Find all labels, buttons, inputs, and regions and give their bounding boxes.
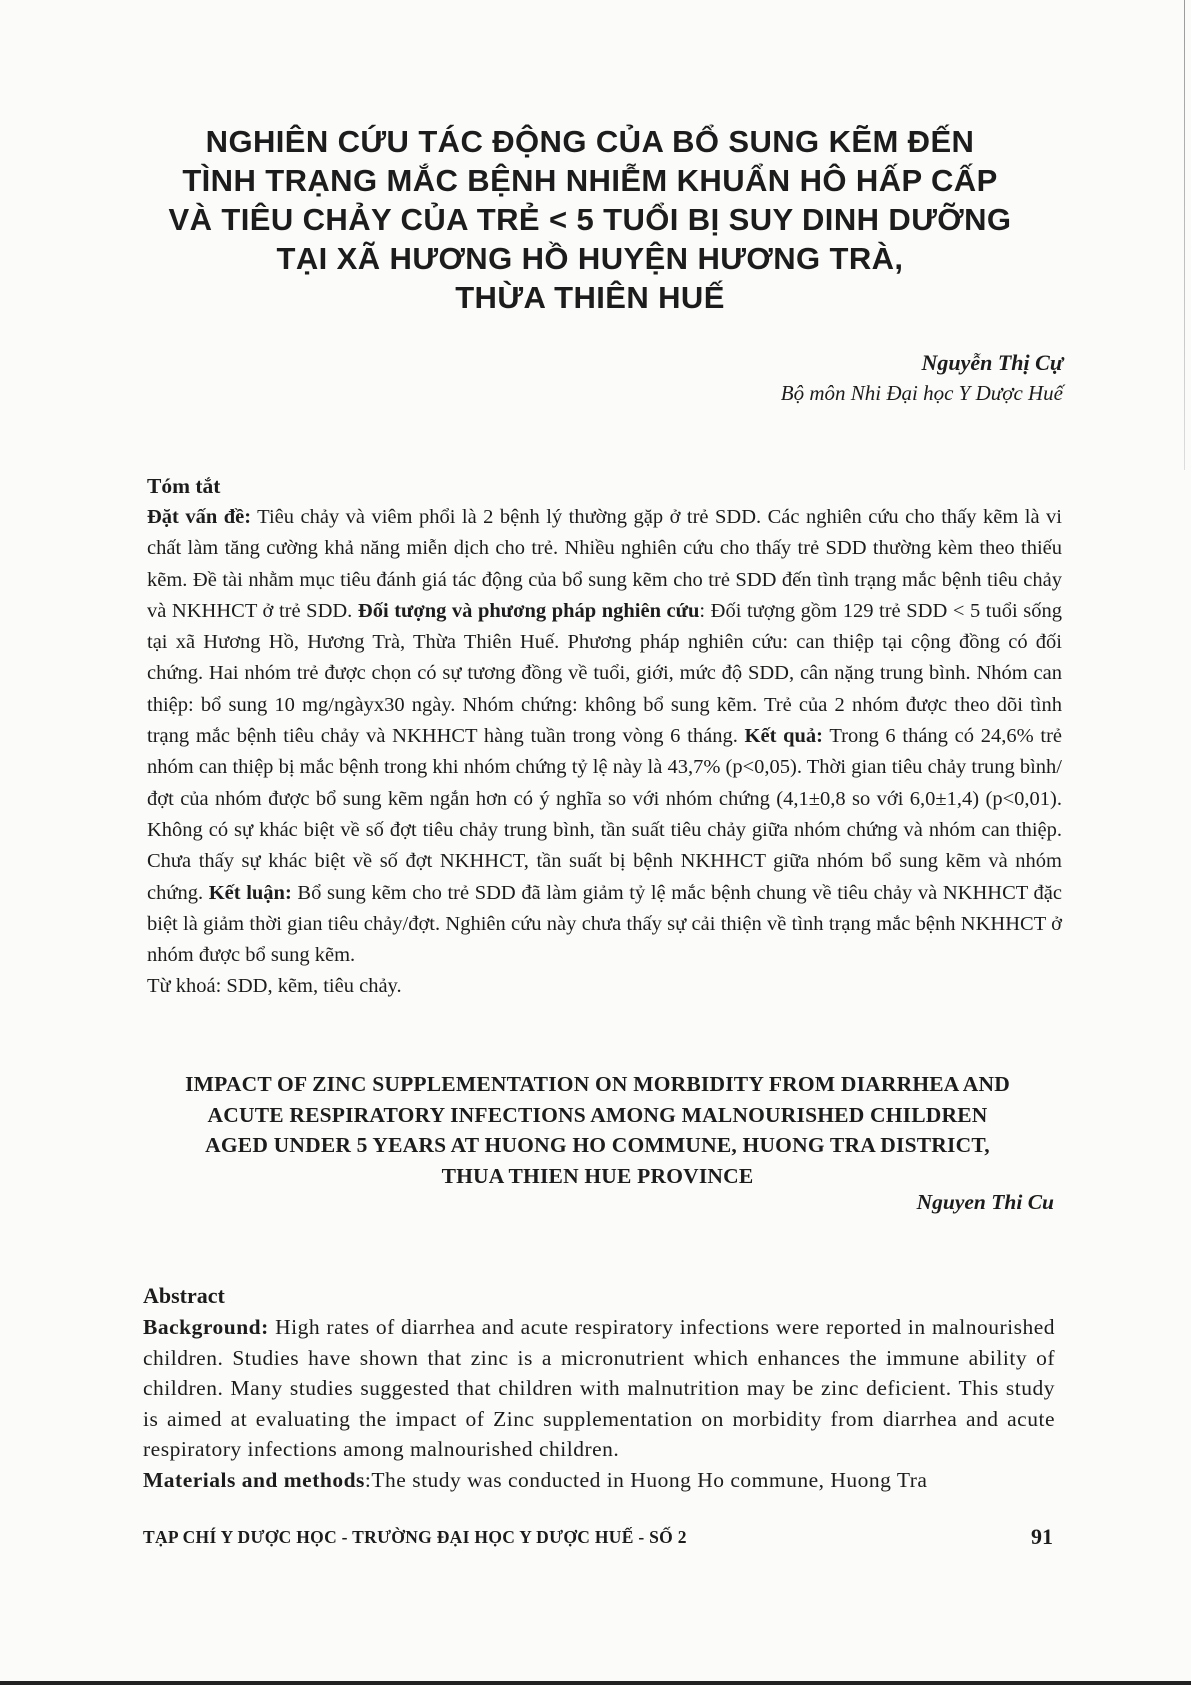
title-vietnamese <box>120 122 1060 317</box>
scan-bottom-border <box>0 1681 1191 1685</box>
page-number: 91 <box>1031 1524 1053 1549</box>
title-vn-line: TẠI XÃ HƯƠNG HỒ HUYỆN HƯƠNG TRÀ, <box>276 241 904 276</box>
author-name-vn: Nguyễn Thị Cự <box>921 350 1063 375</box>
abstract-english <box>143 1280 1055 1495</box>
title-en-line: AGED UNDER 5 YEARS AT HUONG HO COMMUNE, HUONG TRA DISTRICT, <box>205 1133 990 1157</box>
author-name-en: Nguyen Thi Cu <box>916 1190 1054 1214</box>
text-methods-vn: : Đối tượng gồm 129 trẻ SDD < 5 tuổi sống tại xã Hương Hồ, Hương Trà, Thừa Thiên Huế. Phương pháp nghiên cứu: can thiệp tại cộng đồng có đối chứng. Hai nhóm trẻ được chọn có sự tương đồng về tuổi, giới, mức độ SDD, cân nặng trung bình. Nhóm can thiệp: bổ sung 10 mg/ngàyx30 ngày. Nhóm chứng: không bổ sung kẽm. Trẻ của 2 nhóm được theo dõi tình trạng mắc bệnh tiêu chảy và NKHHCT hàng tuần trong vòng 6 tháng. <box>147 599 1062 748</box>
title-vn-line: VÀ TIÊU CHẢY CỦA TRẺ < 5 TUỔI BỊ SUY DINH DƯỠNG <box>168 202 1012 237</box>
text-methods-en: :The study was conducted in Huong Ho commune, Huong Tra <box>364 1467 928 1492</box>
author-block-vn <box>781 348 1063 408</box>
title-english <box>120 1069 1075 1191</box>
text-background-en: High rates of diarrhea and acute respiratory infections were reported in malnourished children. Studies have shown that zinc is a micronutrient which enhances the immune ability of children. Many studies suggested that children with malnutrition may be zinc deficient. This study is aimed at evaluating the impact of Zinc supplementation on morbidity from diarrhea and acute respiratory infections among malnourished children. <box>143 1315 1055 1461</box>
title-en-line: IMPACT OF ZINC SUPPLEMENTATION ON MORBIDITY FROM DIARRHEA AND <box>185 1072 1010 1096</box>
text-results-vn: Trong 6 tháng có 24,6% trẻ nhóm can thiệp bị mắc bệnh trong khi nhóm chứng tỷ lệ này là 43,7% (p<0,05). Thời gian tiêu chảy trung bình/ đợt của nhóm được bổ sung kẽm ngắn hơn có ý nghĩa so với nhóm chứng (4,1±0,8 so với 6,0±1,4) (p<0,01). Không có sự khác biệt về số đợt tiêu chảy trung bình, tần suất tiêu chảy giữa nhóm chứng và nhóm can thiệp. Chưa thấy sự khác biệt về số đợt NKHHCT, tần suất bị bệnh NKHHCT giữa nhóm bổ sung kẽm và nhóm chứng. <box>147 725 1062 904</box>
abstract-vn-heading: Tóm tắt <box>147 474 221 498</box>
title-en-line: ACUTE RESPIRATORY INFECTIONS AMONG MALNOURISHED CHILDREN <box>207 1102 988 1127</box>
keywords-vn: Từ khoá: SDD, kẽm, tiêu chảy. <box>147 975 402 998</box>
label-methods-vn: Đối tượng và phương pháp nghiên cứu <box>357 599 700 622</box>
abstract-en-heading: Abstract <box>143 1283 225 1308</box>
label-background-en: Background: <box>143 1315 269 1339</box>
text-conclusion-vn: Bổ sung kẽm cho trẻ SDD đã làm giảm tỷ lệ mắc bệnh chung về tiêu chảy và NKHHCT đặc biệt là giảm thời gian tiêu chảy/đợt. Nghiên cứu này chưa thấy sự cải thiện về tình trạng mắc bệnh NKHHCT ở nhóm được bổ sung kẽm. <box>147 881 1062 967</box>
text-background-vn: Tiêu chảy và viêm phổi là 2 bệnh lý thường gặp ở trẻ SDD. Các nghiên cứu cho thấy kẽm là vi chất làm tăng cường khả năng miễn dịch cho trẻ. Nhiều nghiên cứu cho thấy trẻ SDD thường kèm theo thiếu kẽm. Đề tài nhằm mục tiêu đánh giá tác động của bổ sung kẽm cho trẻ SDD đến tình trạng mắc bệnh tiêu chảy và NKHHCT ở trẻ SDD. <box>147 506 1062 622</box>
abstract-vietnamese <box>147 470 1062 1003</box>
label-methods-en: Materials and methods <box>143 1467 365 1492</box>
scan-edge <box>1184 0 1185 470</box>
title-vn-line: THỪA THIÊN HUẾ <box>455 280 725 315</box>
label-conclusion-vn: Kết luận: <box>208 881 292 904</box>
title-vn-line: NGHIÊN CỨU TÁC ĐỘNG CỦA BỔ SUNG KẼM ĐẾN <box>205 124 975 159</box>
footer-journal-name: TẠP CHÍ Y DƯỢC HỌC - TRƯỜNG ĐẠI HỌC Y DƯỢC HUẾ - SỐ 2 <box>143 1527 687 1547</box>
title-vn-line: TÌNH TRẠNG MẮC BỆNH NHIỄM KHUẨN HÔ HẤP CẤP <box>182 163 998 198</box>
abstract-vn-body <box>147 502 1062 971</box>
abstract-en-body <box>143 1312 1055 1495</box>
author-affiliation-vn: Bộ môn Nhi Đại học Y Dược Huế <box>780 381 1063 405</box>
title-en-line: THUA THIEN HUE PROVINCE <box>441 1163 754 1188</box>
label-background-vn: Đặt vấn đề: <box>147 506 252 528</box>
label-results-vn: Kết quả: <box>744 725 823 748</box>
